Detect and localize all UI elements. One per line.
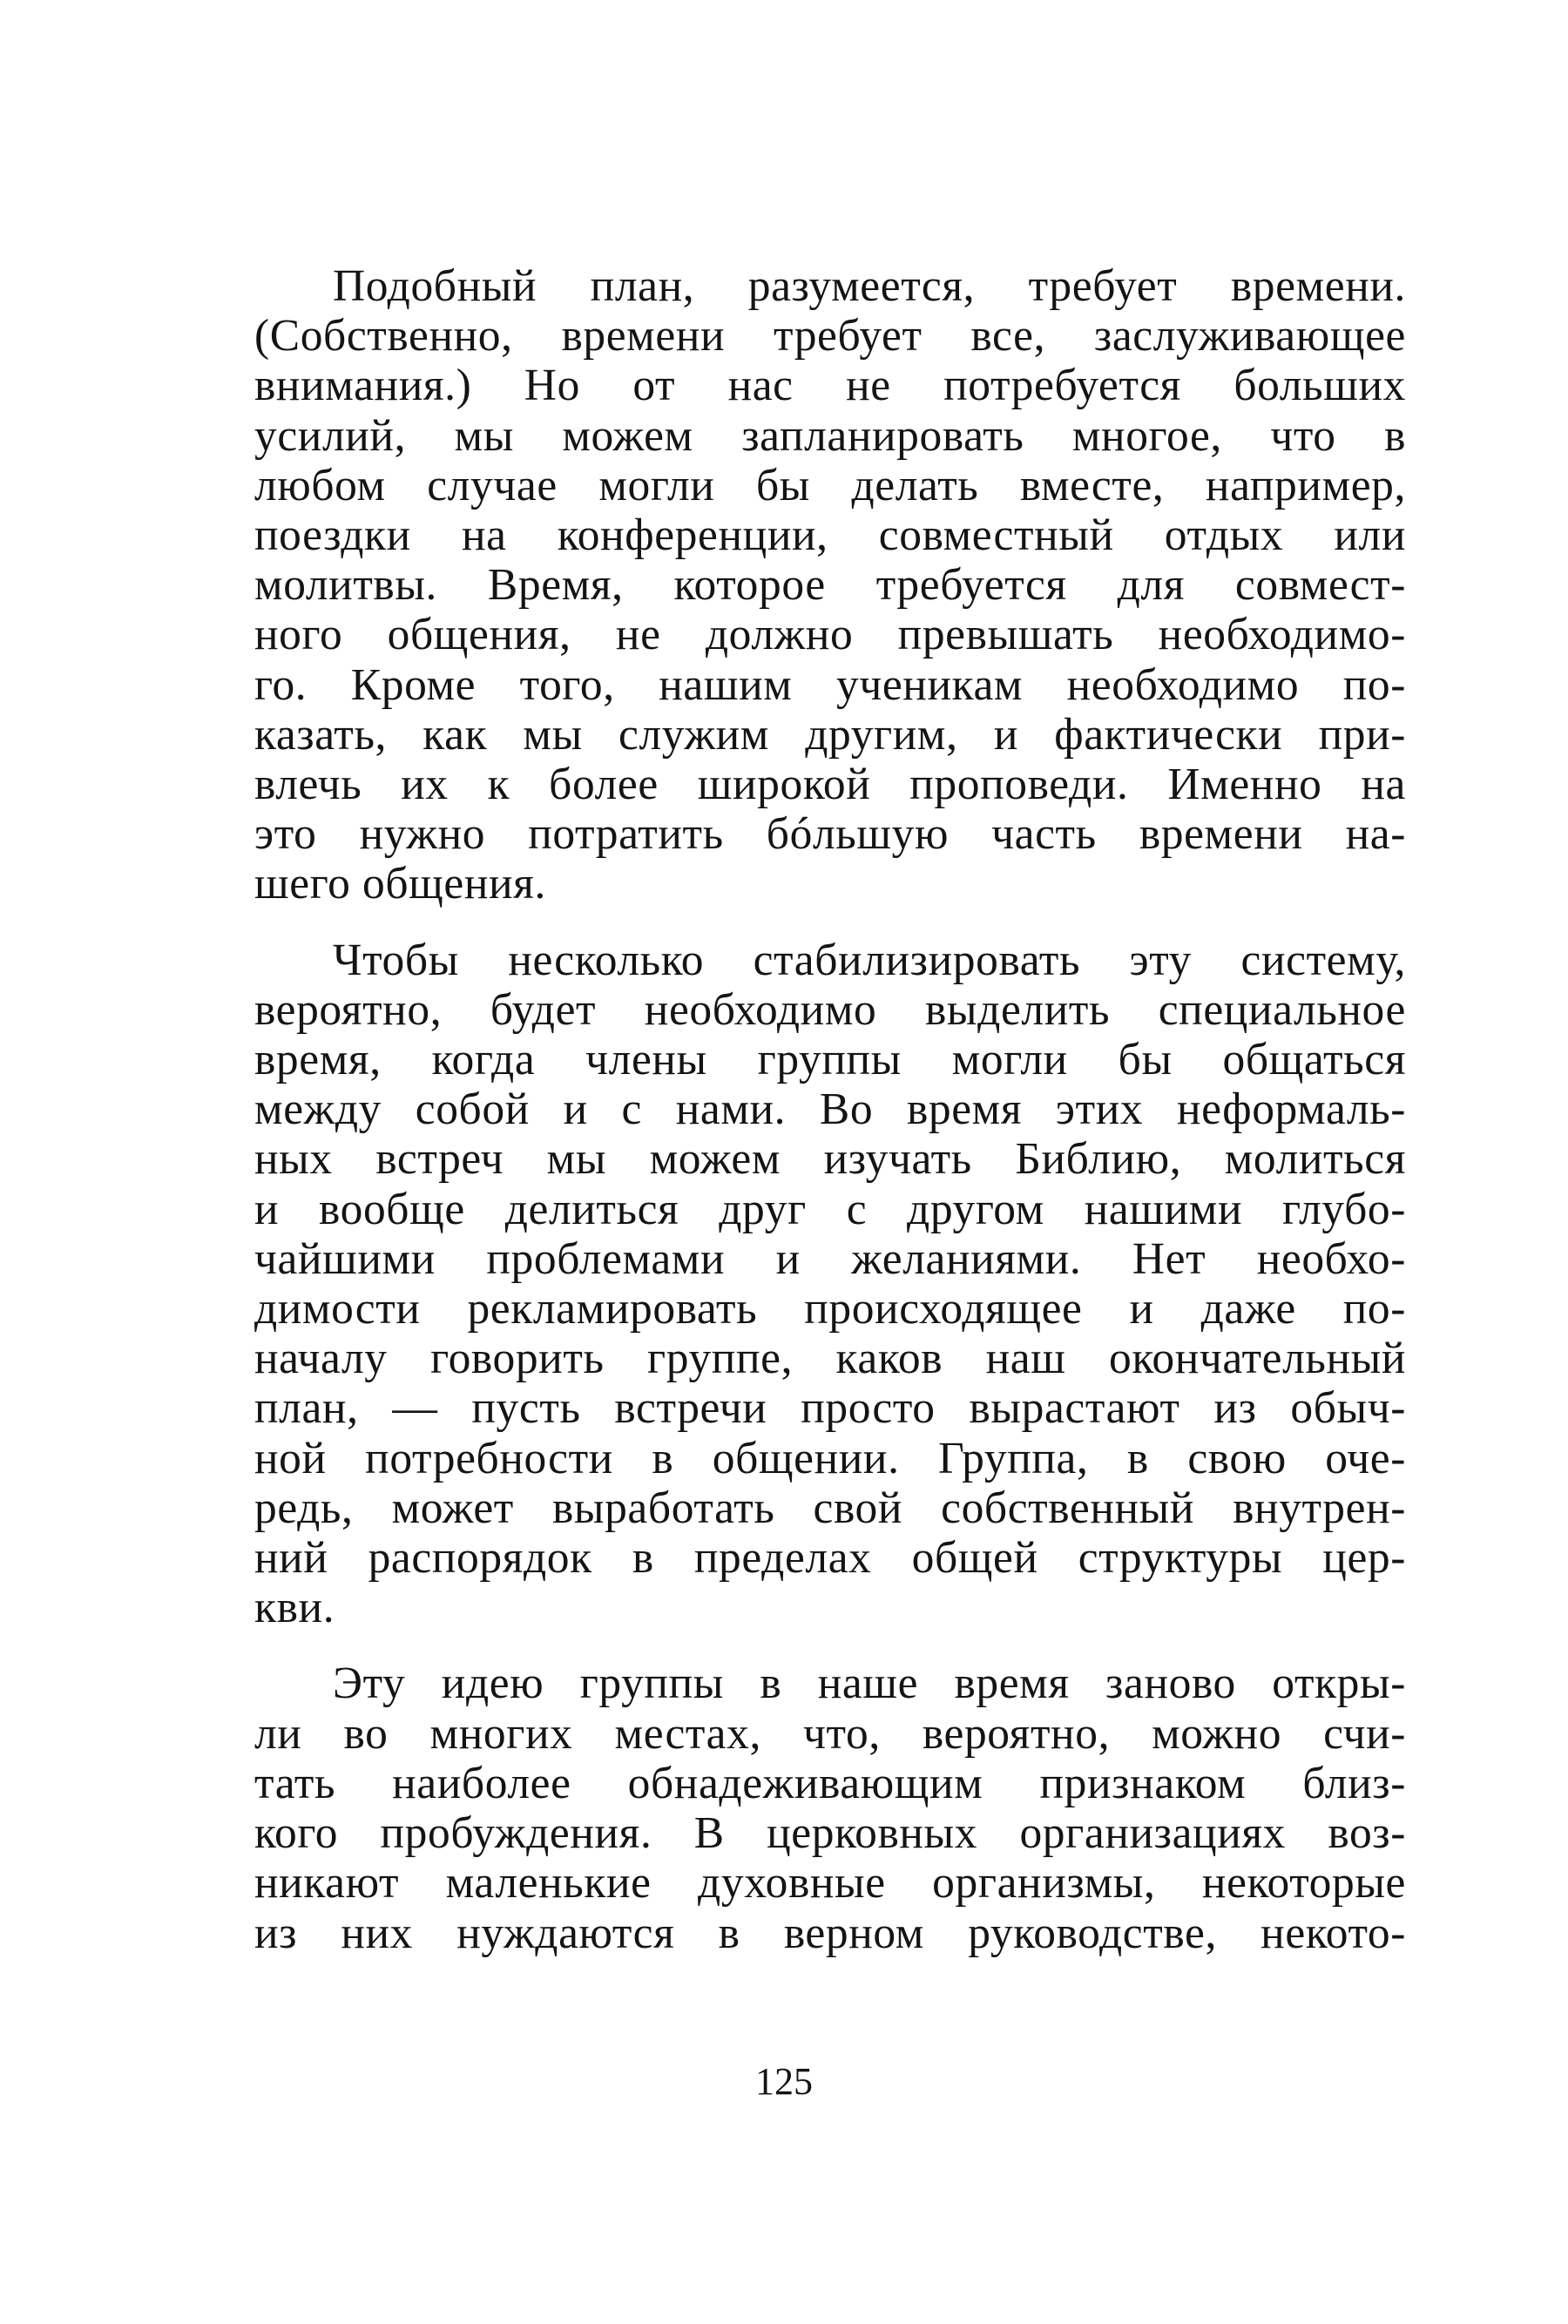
text-line: ных встреч мы можем изучать Библию, молиться xyxy=(254,1134,1406,1185)
paragraph-3 xyxy=(176,1659,1406,1957)
text-line: тать наиболее обнадеживающим признаком близ- xyxy=(254,1758,1406,1808)
text-line: это нужно потратить бóльшую часть времени на- xyxy=(254,809,1406,860)
body-text xyxy=(176,261,1406,1958)
page-number: 125 xyxy=(755,2060,813,2103)
text-line: влечь их к более широкой проповеди. Именно на xyxy=(254,760,1406,810)
text-line: чайшими проблемами и желаниями. Нет необхо- xyxy=(254,1233,1406,1284)
text-line: димости рекламировать происходящее и даже по- xyxy=(254,1284,1406,1334)
text-line: шего общения. xyxy=(254,859,546,909)
text-line: внимания.) Но от нас не потребуется больших xyxy=(254,361,1406,411)
text-line: молитвы. Время, которое требуется для совмест- xyxy=(254,560,1406,611)
text-line: любом случае могли бы делать вместе, например, xyxy=(254,460,1406,510)
text-line: из них нуждаются в верном руководстве, некото- xyxy=(254,1908,1406,1958)
text-line: план, — пусть встречи просто вырастают из обыч- xyxy=(254,1383,1406,1434)
text-line: ной потребности в общении. Группа, в свою оче- xyxy=(254,1433,1406,1483)
paragraph-2 xyxy=(176,936,1406,1633)
text-line: никают маленькие духовные организмы, некоторые xyxy=(254,1858,1406,1909)
text-line: казать, как мы служим другим, и фактически при- xyxy=(254,709,1406,760)
text-line: редь, может выработать свой собственный внутрен- xyxy=(254,1483,1406,1533)
text-line: Подобный план, разумеется, требует времени. xyxy=(333,261,1406,311)
text-line: Чтобы несколько стабилизировать эту систему, xyxy=(333,935,1406,985)
text-line: ли во многих местах, что, вероятно, можно счи- xyxy=(254,1708,1406,1759)
text-line: ний распорядок в пределах общей структуры цер- xyxy=(254,1533,1406,1584)
text-line: (Собственно, времени требует все, заслуживающее xyxy=(254,311,1406,361)
text-line: и вообще делиться друг с другом нашими глубо- xyxy=(254,1184,1406,1234)
text-line: началу говорить группе, каков наш окончательный xyxy=(254,1334,1406,1384)
text-line: кого пробуждения. В церковных организациях воз- xyxy=(254,1808,1406,1859)
text-line: вероятно, будет необходимо выделить специальное xyxy=(254,984,1406,1035)
text-line: усилий, мы можем запланировать многое, что в xyxy=(254,410,1406,461)
text-line: между собой и с нами. Во время этих неформаль- xyxy=(254,1084,1406,1135)
text-line: Эту идею группы в наше время заново откры- xyxy=(333,1659,1406,1709)
text-line: ного общения, не должно превышать необходимо- xyxy=(254,610,1406,660)
text-line: кви. xyxy=(254,1583,335,1633)
text-line: время, когда члены группы могли бы общаться xyxy=(254,1035,1406,1085)
paragraph-1 xyxy=(176,261,1406,909)
text-line: поездки на конференции, совместный отдых или xyxy=(254,510,1406,561)
text-line: го. Кроме того, нашим ученикам необходимо по- xyxy=(254,659,1406,710)
